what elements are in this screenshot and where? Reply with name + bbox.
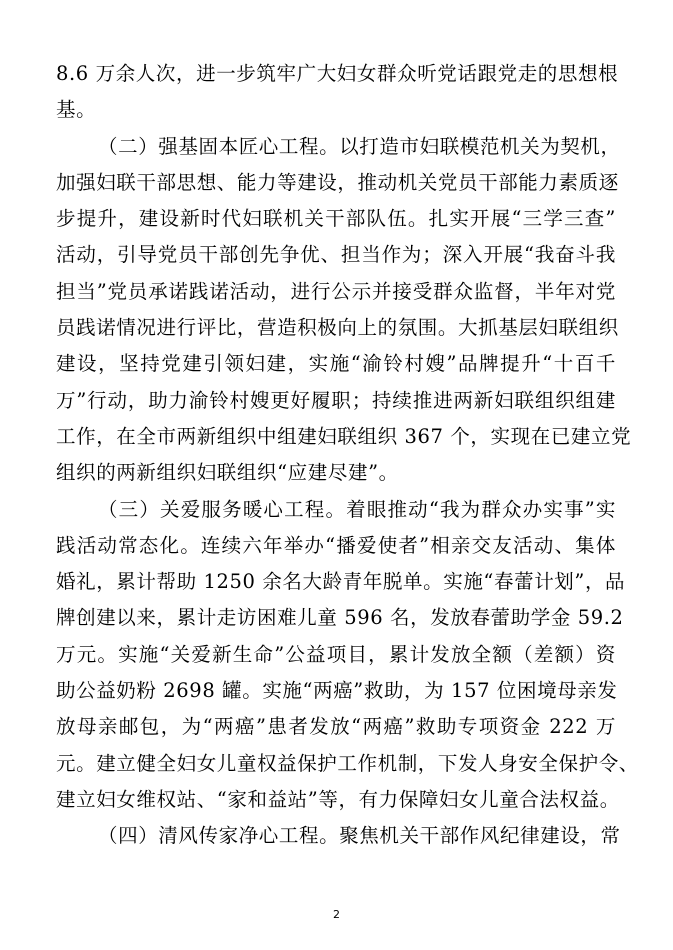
document-body (56, 56, 639, 855)
text-line: 建设，坚持党建引领妇建，实施“渝铃村嫂”品牌提升“十百千 (56, 352, 616, 376)
text-line: 8.6 万余人次，进一步筑牢广大妇女群众听党话跟党走的思想根 (56, 62, 619, 85)
text-line: 建立妇女维权站、“家和益站”等，有力保障妇女儿童合法权益。 (56, 787, 620, 811)
text-line: 活动，引导党员干部创先争优、担当作为；深入开展“我奋斗我 (56, 243, 616, 267)
text-line: 步提升，建设新时代妇联机关干部队伍。扎实开展“三学三查” (56, 207, 616, 231)
text-line: 牌创建以来，累计走访困难儿童 596 名，发放春蕾助学金 59.2 (56, 606, 624, 630)
text-line: 组织的两新组织妇联组织“应建尽建”。 (56, 461, 399, 485)
text-line: 婚礼，累计帮助 1250 余名大龄青年脱单。实施“春蕾计划”，品 (56, 570, 626, 594)
text-line: 践活动常态化。连续六年举办“播爱使者”相亲交友活动、集体 (56, 533, 616, 557)
text-line: 万”行动，助力渝铃村嫂更好履职；持续推进两新妇联组织组建 (56, 388, 616, 412)
section-heading-line: （三）关爱服务暖心工程。着眼推动“我为群众办实事”实 (98, 497, 616, 521)
text-line: 万元。实施“关爱新生命”公益项目，累计发放全额（差额）资 (56, 642, 616, 666)
page-number: 2 (333, 908, 340, 921)
section-heading-line: （二）强基固本匠心工程。以打造市妇联模范机关为契机， (98, 134, 621, 158)
text-line: 助公益奶粉 2698 罐。实施“两癌”救助，为 157 位困境母亲发 (56, 679, 618, 703)
section-heading-line: （四）清风传家净心工程。聚焦机关干部作风纪律建设，常 (98, 824, 621, 848)
text-line: 基。 (56, 98, 97, 122)
text-line: 工作，在全市两新组织中组建妇联组织 367 个，实现在已建立党 (56, 424, 632, 448)
text-line: 元。建立健全妇女儿童权益保护工作机制，下发人身安全保护令、 (56, 751, 639, 775)
text-line: 加强妇联干部思想、能力等建设，推动机关党员干部能力素质逐 (56, 170, 619, 194)
text-line: 放母亲邮包，为“两癌”患者发放“两癌”救助专项资金 222 万 (56, 715, 616, 739)
text-line: 员践诺情况进行评比，营造积极向上的氛围。大抓基层妇联组织 (56, 316, 619, 340)
text-line: 担当”党员承诺践诺活动，进行公示并接受群众监督，半年对党 (56, 279, 616, 303)
